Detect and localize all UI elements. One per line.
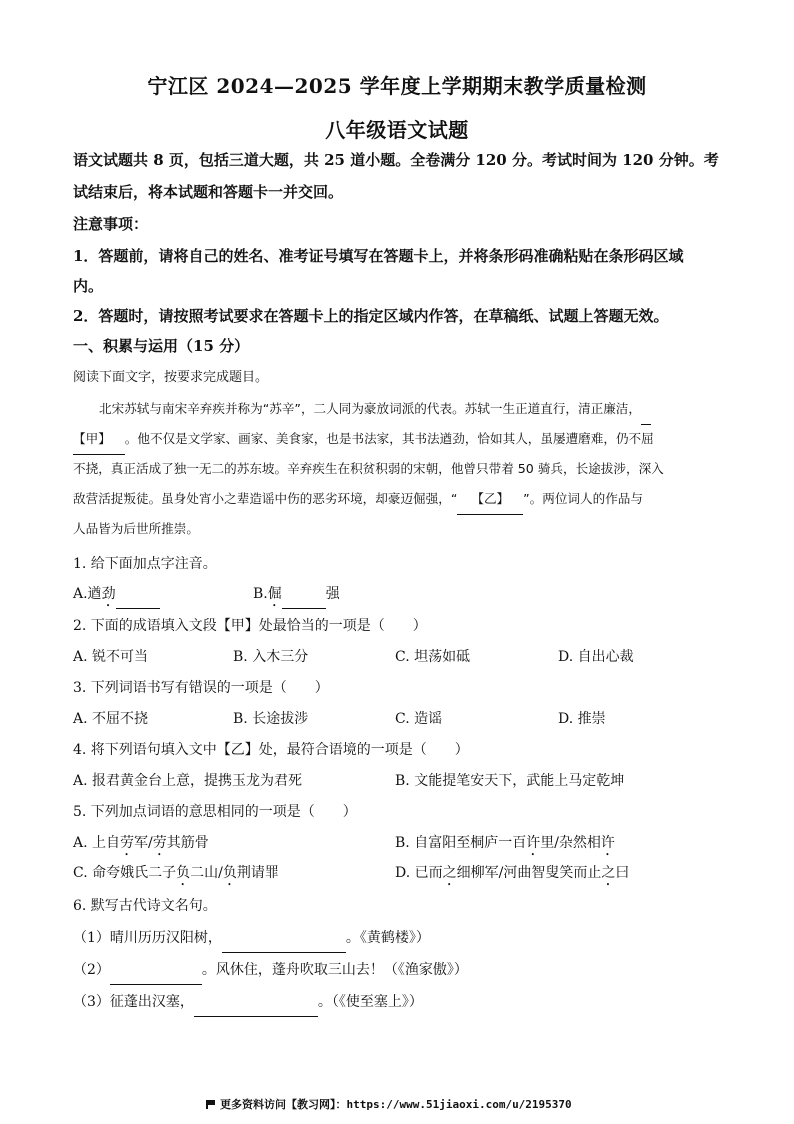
q5-options-row-1 bbox=[73, 829, 733, 857]
q5-option-a: A. 上自劳军/劳其筋骨 bbox=[73, 835, 209, 851]
notice-1a: 1．答题前，请将自己的姓名、准考证号填写在答题卡上，并将条形码准确粘贴在条形码区域 bbox=[73, 247, 684, 265]
passage-line-3: 不挠，真正活成了独一无二的苏东坡。辛弃疾生在积贫积弱的宋朝，他曾只带着 50 骑兵，长途拔涉，深入 bbox=[73, 461, 664, 476]
passage-line-5: 人品皆为后世所推崇。 bbox=[73, 521, 199, 536]
q5-option-b: B. 自富阳至桐庐一百许里/杂然相许 bbox=[395, 835, 615, 851]
q3-option-b: B. 长途拔涉 bbox=[233, 711, 309, 727]
q3-option-c: C. 造谣 bbox=[395, 711, 443, 727]
q3-options bbox=[73, 705, 733, 733]
q5-options-row-2 bbox=[73, 859, 733, 887]
intro-line-2: 试结束后，将本试题和答题卡一并交回。 bbox=[73, 183, 344, 201]
q6-line-3: （3）征蓬出汉塞， 。（《使至塞上》） bbox=[73, 988, 733, 1017]
answer-blank[interactable] bbox=[282, 580, 326, 609]
q6-line-1: （1）晴川历历汉阳树， 。《黄鹤楼》） bbox=[73, 924, 733, 953]
q6-stem: 6. 默写古代诗文名句。 bbox=[73, 898, 217, 914]
footer-link[interactable]: 更多资料访问【教习网】：https://www.51jiaoxi.com/u/2195370 bbox=[206, 1096, 572, 1112]
q1-options bbox=[73, 580, 733, 608]
q4-option-a: A. 报君黄金台上意，提携玉龙为君死 bbox=[73, 773, 303, 789]
q2-option-b: B. 入木三分 bbox=[233, 649, 309, 665]
passage-text: ”。两位词人的作品与 bbox=[523, 491, 643, 506]
notice-1b: 内。 bbox=[73, 277, 104, 295]
page-title: 宁江区 2024—2025 学年度上学期期末教学质量检测 bbox=[147, 74, 647, 98]
answer-blank[interactable] bbox=[222, 924, 346, 953]
q4-options bbox=[73, 767, 733, 795]
q2-stem: 2. 下面的成语填入文段【甲】处最恰当的一项是（ ） bbox=[73, 618, 427, 634]
q2-option-a: A. 锐不可当 bbox=[73, 649, 149, 665]
q2-options bbox=[73, 643, 733, 671]
answer-blank[interactable] bbox=[116, 580, 160, 609]
q5-stem: 5. 下列加点词语的意思相同的一项是（ ） bbox=[73, 804, 357, 820]
flag-icon bbox=[206, 1100, 216, 1109]
q1-option-a: A.遒劲 bbox=[73, 580, 160, 610]
q2-option-d: D. 自出心裁 bbox=[558, 649, 634, 665]
q1-option-b: B.倔 强 bbox=[253, 580, 340, 610]
blank-yi: 【乙】 bbox=[457, 484, 523, 515]
passage-blank-underline bbox=[641, 394, 651, 425]
q5-option-c: C. 命夸娥氏二子负二山/负荆请罪 bbox=[73, 865, 279, 881]
q6-line-2: （2） 。风休住，蓬舟吹取三山去！（《渔家傲》） bbox=[73, 956, 733, 985]
passage-line-2 bbox=[73, 424, 723, 455]
passage-text: 敌营活捉叛徒。虽身处宵小之辈造谣中伤的恶劣环境，却豪迈倔强，“ bbox=[73, 491, 458, 506]
passage-line-1 bbox=[73, 394, 723, 425]
q3-option-a: A. 不屈不挠 bbox=[73, 711, 149, 727]
q3-stem: 3. 下列词语书写有错误的一项是（ ） bbox=[73, 680, 329, 696]
passage-line-4 bbox=[73, 484, 723, 515]
blank-jia: 【甲】 bbox=[73, 424, 125, 455]
q3-option-d: D. 推崇 bbox=[558, 711, 606, 727]
intro-line-1: 语文试题共 8 页，包括三道大题，共 25 道小题。全卷满分 120 分。考试时间为 120 分钟。考 bbox=[73, 151, 719, 169]
passage-text: 。他不仅是文学家、画家、美食家，也是书法家，其书法遒劲，恰如其人，虽屡遭磨难，仍不屈 bbox=[124, 431, 654, 446]
notice-heading: 注意事项： bbox=[73, 215, 149, 233]
q4-stem: 4. 将下列语句填入文中【乙】处，最符合语境的一项是（ ） bbox=[73, 742, 469, 758]
reading-instruction: 阅读下面文字，按要求完成题目。 bbox=[73, 370, 269, 385]
q5-option-d: D. 已而之细柳军/河曲智叟笑而止之曰 bbox=[395, 865, 630, 881]
notice-2: 2．答题时，请按照考试要求在答题卡上的指定区域内作答，在草稿纸、试题上答题无效。 bbox=[73, 307, 669, 325]
q4-option-b: B. 文能提笔安天下，武能上马定乾坤 bbox=[395, 773, 625, 789]
answer-blank[interactable] bbox=[194, 988, 318, 1017]
page-subtitle: 八年级语文试题 bbox=[325, 118, 469, 142]
answer-blank[interactable] bbox=[110, 956, 202, 985]
q1-stem: 1. 给下面加点字注音。 bbox=[73, 556, 217, 572]
q2-option-c: C. 坦荡如砥 bbox=[395, 649, 471, 665]
passage-text: 北宋苏轼与南宋辛弃疾并称为“苏辛”，二人同为豪放词派的代表。苏轼一生正道直行，清正廉洁， bbox=[99, 401, 641, 416]
section-heading: 一、积累与运用（15 分） bbox=[73, 337, 250, 355]
